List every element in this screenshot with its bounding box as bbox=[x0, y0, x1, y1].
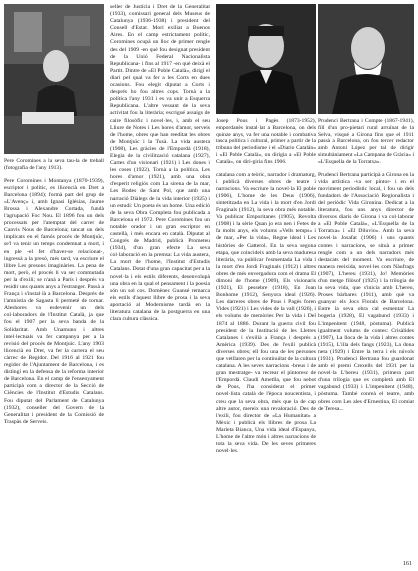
body-text-column-1: Pere Coromines i Montanya (1870-1939), escriptor i polític, es llicencià en Dret a Barcelona (1894); formà part del grup de «L'Avenç» i, amb Ignasi Iglésias, Jaume Brossa i Alexandre Cortada, fundà l'agrupació Foc Nou. El 1896 fou un dels processats per l'atemptat del carrer de Canvis Nous de Barcelona; tancat un dels implicats en el famós procés de Montjuïc, se'l va tenir un temps condemnat a mort, i en ple -el fet d'haver-se relacionat-, ingressà a la presó, més tard, va escriure el llibre Les presons imaginàries. La pena de mort, però, el procés li va ser commutada per la d'exili; se n'anà a París i després va residir uns quants anys a l'estranger. Passà a França i s'instal·là a Barcelona. Després de l'amnistia de Sagasta li permeté de tornar. Aleshores va esdevenir un dels col·laboradors de l'Institut Català, ja que fou el 1907 per la seva banda de la Solidaritat. Amb Unamuno i altres intel·lectuals va fer campanya per a la revisió del procés de Montjuïc. L'any 1903 llicencià en Dret, va fer la carrera el seu càrrec de Regidor. Del 1916 al 1921 fou regidor de l'Ajuntament de Barcelona, i es distingí en la defensa de la reforma interior de Barcelona. En el camp de l'ensenyament participà com a director de la Secció de Ciències de l'Institut d'Estudis Catalans. Fou diputat del Parlament de Catalunya (1932), conseller del Govern de la Generalitat i president de la Comissió de Traspàs de Serveis. bbox=[4, 177, 104, 425]
photo-caption-bertrana: Prudenci Bertrana i Compte (1867-1941), fill d'un pro-pietari rural arruïnat de la Selva, visqué a Girona fins que el 1911 passà a Barcelona, on fou tercer redactor amb Antoni López per tal de dirigir simultàniament «La Campana de Gràcia» i «L'Esquella de la Torratxa». bbox=[318, 118, 414, 165]
photo-josep-pous bbox=[216, 4, 316, 114]
column-2 bbox=[110, 4, 210, 323]
page-number: 161 bbox=[403, 561, 412, 567]
photo-caption-coromines: Pere Coromines a la seva tau-la de treball (fotografia de l'any 1913). bbox=[4, 158, 104, 171]
body-text-column-2: seller de Justícia i Dret de la Generalitat (1933), comissari general dels Museus de Catalunya (1936-1938) i president del Consell d'Estat. Morí exiliat a Buenos Aires. En el camp estrictament polític, Coromines ocupà un lloc de primer rengle des del 1909 -en què fou designat president de la Unió Federal Nacionalista Republicana- i fins al 1917 -en què deixà el Partit. Dintre de «El Poble Català», dirigí el diari pel qual va fer a les Corts en dues ocasions. Fou elegit diputat a Corts i després ho fou altres cops. Tornà a la política l'any 1931 i es va unir a Esquerra Republicana. L'altre vessant de la seva activitat fou la literària; escrigué assaigs de caire filosòfic i novel·les, i, amb el seu Lliure de Notes i Les hores d'amor, serveis de l'home, obres que han reeditat les obres de Montjuïc i la Tusà. La vida austera (1908), Les gràcies de l'Empordà (1918), Elegia de la civilització catalana (1927), Cartes d'un visionari (1921) i Les dones i les coses (1922). Tornà a la política. Les hores d'amor (1921), amb una obra d'esperit religiós com La sirena de la mar, Les Bodes de Sant Pol, que amb una narració Diàlegs de la vida interior (1925) i un estudi: Un poeta és un home. Una edició de la seva Obra Completa fou publicada a Barcelona el 1972. Pere Coromines fou un notable orador i un gran escriptor en castellà, i més encara en català. Diputat al Congrés de Madrid, publicà Prometeu (1934), d'un gran efecte La seva col·laboració en la premsa: La vida austera, La mort de l'home, l'Institut d'Estudis Catalans. Dotat d'una gran capacitat per a la novel·la i els estils diferents, desenvolupà una obra en la qual el pensament i la poesia són un sol cos. Domènec Guansé remarca els estils d'aquest llibre de prosa i la seva aportació al Modernisme tardà en la literatura catalana de la postguerra en una clara cultura clàssica. bbox=[110, 4, 210, 323]
column-1 bbox=[4, 4, 104, 426]
photo-caption-pous: Josep Pous i Pagès (1873-1952), empordanès instal·lat a Barcelona, on dels quinze anys, va fer una notable i combativa tasca política i cultural, primer a partir de la tribuna del periodisme i el «Diario Catalán» i «El Poble Català», on dirigia a «El Poble Català», on diri-giria fins 1906. bbox=[216, 118, 316, 165]
column-4 bbox=[318, 4, 414, 413]
photo-pere-coromines bbox=[4, 4, 104, 154]
column-3 bbox=[216, 4, 316, 455]
photo-prudenci-bertrana bbox=[318, 4, 414, 114]
body-text-column-4: Prudenci Bertrana participà a Girona en la vida artística -va ser pintor- i en el moviment periodístic local, i fou un dels fundadors de l'Associació Regionalista i del periòdic Vida Gironina. Dedicat a la literatura, fou uns anys director de diversos diaris de Girona i va col·laborar a «El Poble Català», «L'Esquella de la Torratxa» i «El Diluvio». Amb la seva novel·la Josafat (1906) i uns quants contes i narracions, se situà a primer rengle com a un dels narradors més destacats del moment. Va escriure, de manera reeixida, novel·les com Nàufrags (1907), L'hereu (1931), Jo! Memòries d'un metge filòsof (1925) i la trilogia de la seva vida, que s'inicia amb L'hereu, Proses bàrbares (1911), amb què va guanyar els Jocs Florals de Barcelona. Entre la seva obra cal esmentar La bogeria (1928), El vagabund (1933) i L'impenitent (1948, pòstuma). Publicà igualment volums de contes: Crisàlides (1907), La lloca de la vida i altres contes (1915), L'illa dels fangs (1923), La dona neta (1929) i Entre la terra i els núvols (1931). Prudenci Bertrana fou guardonat amb el premi Crexells del 1931 per la novel·la L'hereu (1931), primera part d'una trilogia que es completà amb El vagabund (1933) i L'impenitent (1948), pòstuma. També conreà el teatre, amb obres com Les ales d'Ernestina, El comiat de Teresa... bbox=[318, 171, 414, 412]
body-text-column-3: catalana com a teòric, narrador i dramaturg, i publicà diverses obres de teatre i narracions. Va escriure la novel·la El poble (1906), L'home de les Deus (1906), sintetitzada en La vida i la mort d'en Jordi Fraginals (1912), la seva obra més notable. Va publicar Emporitanes (1905), Revolta (1908) i la sèrie Quan jo era nen i Fetes de fa molts anys, els volums «Vells temps» i de mar, «Per la vida», Regne ideal i Les històries de Gatterol. En la seva segona etapa, que coincideix amb la seva maduresa literària, va publicar l'esmentada La vida i la mort d'en Jordi Fraginals (1912) i altres obres de més envergadura com el drama El dimoni de l'home (1909), Els visionaris (1921), El pessebre (1918), En Joan Bonhome (1912), Senyora ideal (1926). Les darreres obres de Pous i Pagès foren Vides (1921) i Les vides de la vall (1926), i els volums de memòries Per la vida i Del 1874 al 1886. Durant la guerra civil fou president de la Institució de les Lletres Catalanes i s'exilià a França i després a Amèrica (1939). Des de l'exili publicà diverses obres; ell fou una de les persones que vetllaren per la continuïtat de la cultura catalana. A les seves narracions -breus i de gran mestratge- va recrear el pintoresc de l'Empordà. Claudi Ametlla, que fou nebot de Pous, l'ha considerat el primer novel·lista català de l'època noucentista, i creu que la seva obra, més que la de cap altre autor, mereix una revaloració. Des de l'exili, fou director de «La Humanitat» a Mèxic i publicà els llibres de prosa La Marieta Bianca, Una vida ideal d'Espanya, L'home de l'altre món i altres narracions de tota la seva vida. De les seves primeres novel·les. bbox=[216, 171, 316, 455]
